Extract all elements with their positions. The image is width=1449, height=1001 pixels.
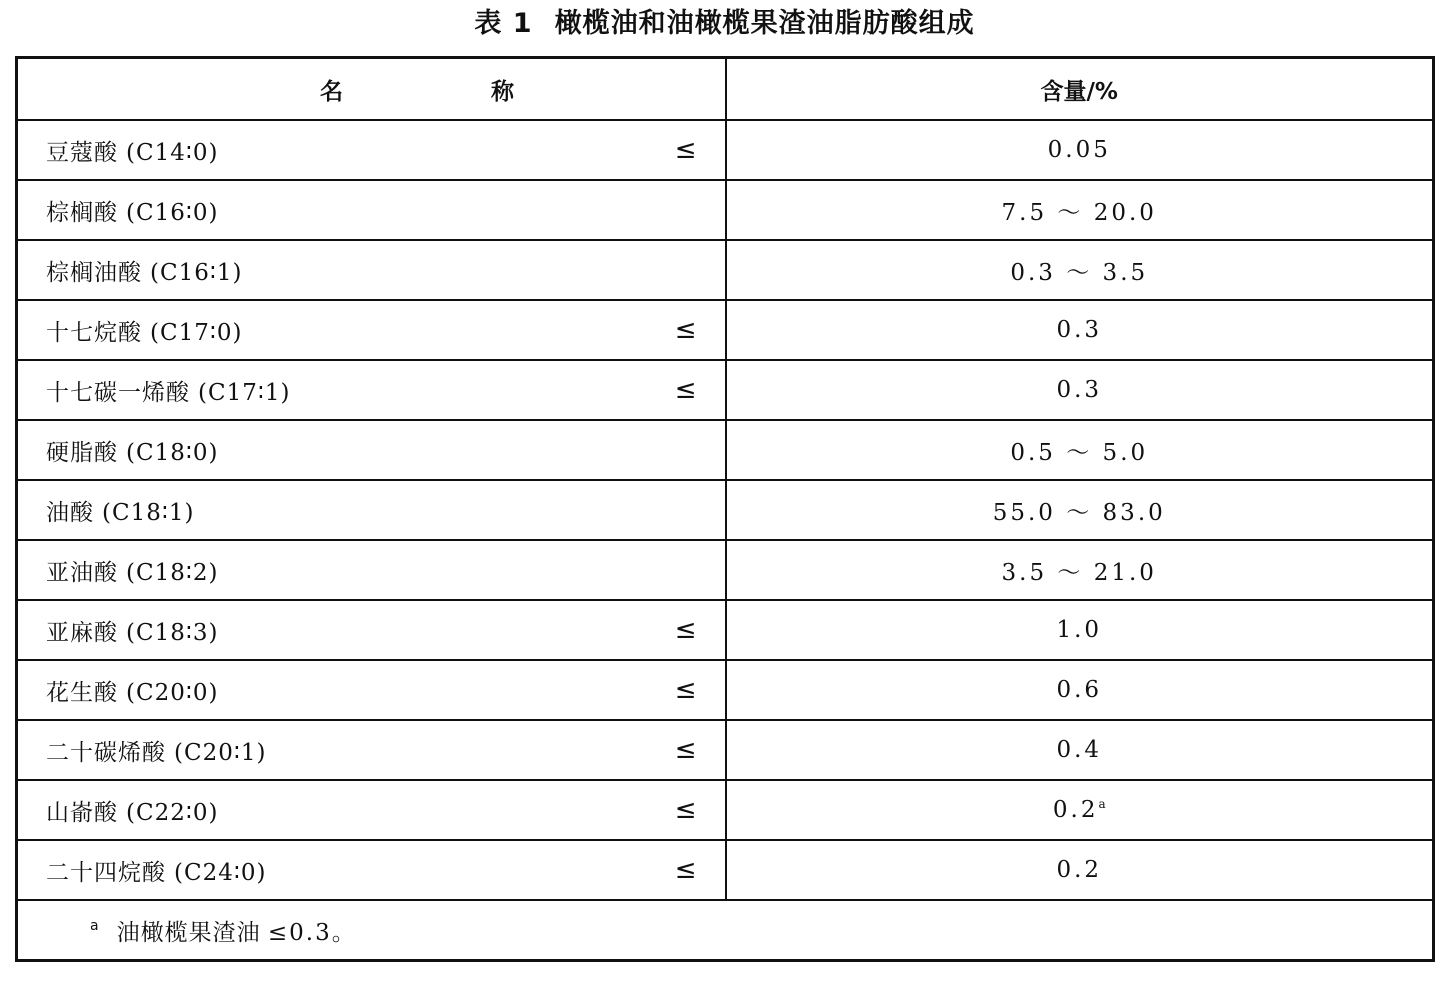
fatty-acid-code: (C20∶0)	[126, 679, 219, 706]
fatty-acid-name: 亚油酸	[46, 559, 118, 586]
fatty-acid-name: 二十四烷酸	[46, 859, 166, 886]
table-row	[17, 540, 1434, 600]
table-row	[17, 240, 1434, 300]
content-value: 0.5 ～ 5.0	[1010, 439, 1149, 466]
content-value: 55.0 ～ 83.0	[992, 499, 1166, 526]
fatty-acid-name-cell	[17, 480, 726, 540]
content-value: 0.3 ～ 3.5	[1010, 259, 1149, 286]
fatty-acid-name: 十七烷酸	[46, 319, 142, 346]
footnote-marker: a	[90, 917, 99, 934]
fatty-acid-name: 棕榈酸	[46, 199, 118, 226]
content-value-cell	[726, 660, 1434, 720]
fatty-acid-name-cell	[17, 300, 726, 360]
fatty-acid-code: (C18∶0)	[126, 439, 219, 466]
fatty-acid-name-cell	[17, 600, 726, 660]
fatty-acid-name-cell	[17, 240, 726, 300]
fatty-acid-name: 豆蔻酸	[46, 139, 118, 166]
content-value-cell	[726, 600, 1434, 660]
table-row	[17, 300, 1434, 360]
fatty-acid-name: 花生酸	[46, 679, 118, 706]
footnote-reference: a	[1098, 797, 1106, 811]
content-value: 1.0	[1056, 617, 1103, 643]
table-row	[17, 180, 1434, 240]
table-title-text: 橄榄油和油橄榄果渣油脂肪酸组成	[554, 8, 975, 39]
less-or-equal-symbol: ≤	[674, 675, 697, 705]
content-value-cell	[726, 840, 1434, 900]
table-row	[17, 420, 1434, 480]
content-value: 0.4	[1056, 737, 1103, 763]
less-or-equal-symbol: ≤	[674, 315, 697, 345]
content-value-cell	[726, 420, 1434, 480]
fatty-acid-code: (C18∶2)	[126, 559, 219, 586]
fatty-acid-code: (C18∶1)	[102, 499, 195, 526]
fatty-acid-name: 二十碳烯酸	[46, 739, 166, 766]
content-value: 0.2	[1056, 857, 1103, 883]
content-value-cell	[726, 120, 1434, 180]
fatty-acid-name-cell	[17, 780, 726, 840]
footnote-value: ≤0.3。	[267, 919, 357, 946]
fatty-acid-code: (C17∶1)	[198, 379, 291, 406]
content-value: 3.5 ～ 21.0	[1001, 559, 1157, 586]
fatty-acid-table	[15, 56, 1435, 962]
fatty-acid-name: 亚麻酸	[46, 619, 118, 646]
fatty-acid-name: 山嵛酸	[46, 799, 118, 826]
fatty-acid-name-cell	[17, 420, 726, 480]
table-title	[0, 4, 1449, 44]
footnote-row	[17, 900, 1434, 961]
content-value: 0.6	[1056, 677, 1103, 703]
fatty-acid-name: 十七碳一烯酸	[46, 379, 190, 406]
fatty-acid-code: (C17∶0)	[150, 319, 243, 346]
content-value: 0.05	[1047, 137, 1111, 163]
content-value: 7.5 ～ 20.0	[1001, 199, 1157, 226]
fatty-acid-code: (C24∶0)	[174, 859, 267, 886]
table-row	[17, 360, 1434, 420]
footnote-text: 油橄榄果渣油	[116, 919, 261, 946]
table-title-label: 表 1	[474, 8, 533, 39]
content-value: 0.2	[1052, 797, 1099, 823]
fatty-acid-code: (C16∶0)	[126, 199, 219, 226]
table-row	[17, 720, 1434, 780]
table-row	[17, 600, 1434, 660]
content-value-cell	[726, 240, 1434, 300]
content-value: 0.3	[1056, 317, 1103, 343]
fatty-acid-name-cell	[17, 840, 726, 900]
fatty-acid-name-cell	[17, 360, 726, 420]
content-value-cell	[726, 720, 1434, 780]
fatty-acid-code: (C22∶0)	[126, 799, 219, 826]
content-value-cell	[726, 780, 1434, 840]
fatty-acid-code: (C18∶3)	[126, 619, 219, 646]
less-or-equal-symbol: ≤	[674, 375, 697, 405]
content-value-cell	[726, 300, 1434, 360]
table-row	[17, 780, 1434, 840]
fatty-acid-name-cell	[17, 540, 726, 600]
fatty-acid-name: 硬脂酸	[46, 439, 118, 466]
content-value-cell	[726, 360, 1434, 420]
fatty-acid-name-cell	[17, 180, 726, 240]
header-name: 名 称	[17, 58, 726, 121]
content-value-cell	[726, 540, 1434, 600]
fatty-acid-name-cell	[17, 660, 726, 720]
fatty-acid-name-cell	[17, 120, 726, 180]
fatty-acid-code: (C14∶0)	[126, 139, 219, 166]
table-row	[17, 480, 1434, 540]
table-body	[17, 120, 1434, 900]
content-value-cell	[726, 180, 1434, 240]
fatty-acid-name-cell	[17, 720, 726, 780]
less-or-equal-symbol: ≤	[674, 855, 697, 885]
content-value-cell	[726, 480, 1434, 540]
header-row	[17, 58, 1434, 121]
table-row	[17, 120, 1434, 180]
header-content: 含量/%	[726, 58, 1434, 121]
less-or-equal-symbol: ≤	[674, 795, 697, 825]
fatty-acid-name: 棕榈油酸	[46, 259, 142, 286]
less-or-equal-symbol: ≤	[674, 735, 697, 765]
table-row	[17, 840, 1434, 900]
table-row	[17, 660, 1434, 720]
fatty-acid-code: (C16∶1)	[150, 259, 243, 286]
less-or-equal-symbol: ≤	[674, 615, 697, 645]
less-or-equal-symbol: ≤	[674, 135, 697, 165]
fatty-acid-code: (C20∶1)	[174, 739, 267, 766]
footnote-cell	[17, 900, 1434, 961]
content-value: 0.3	[1056, 377, 1103, 403]
fatty-acid-name: 油酸	[46, 499, 94, 526]
